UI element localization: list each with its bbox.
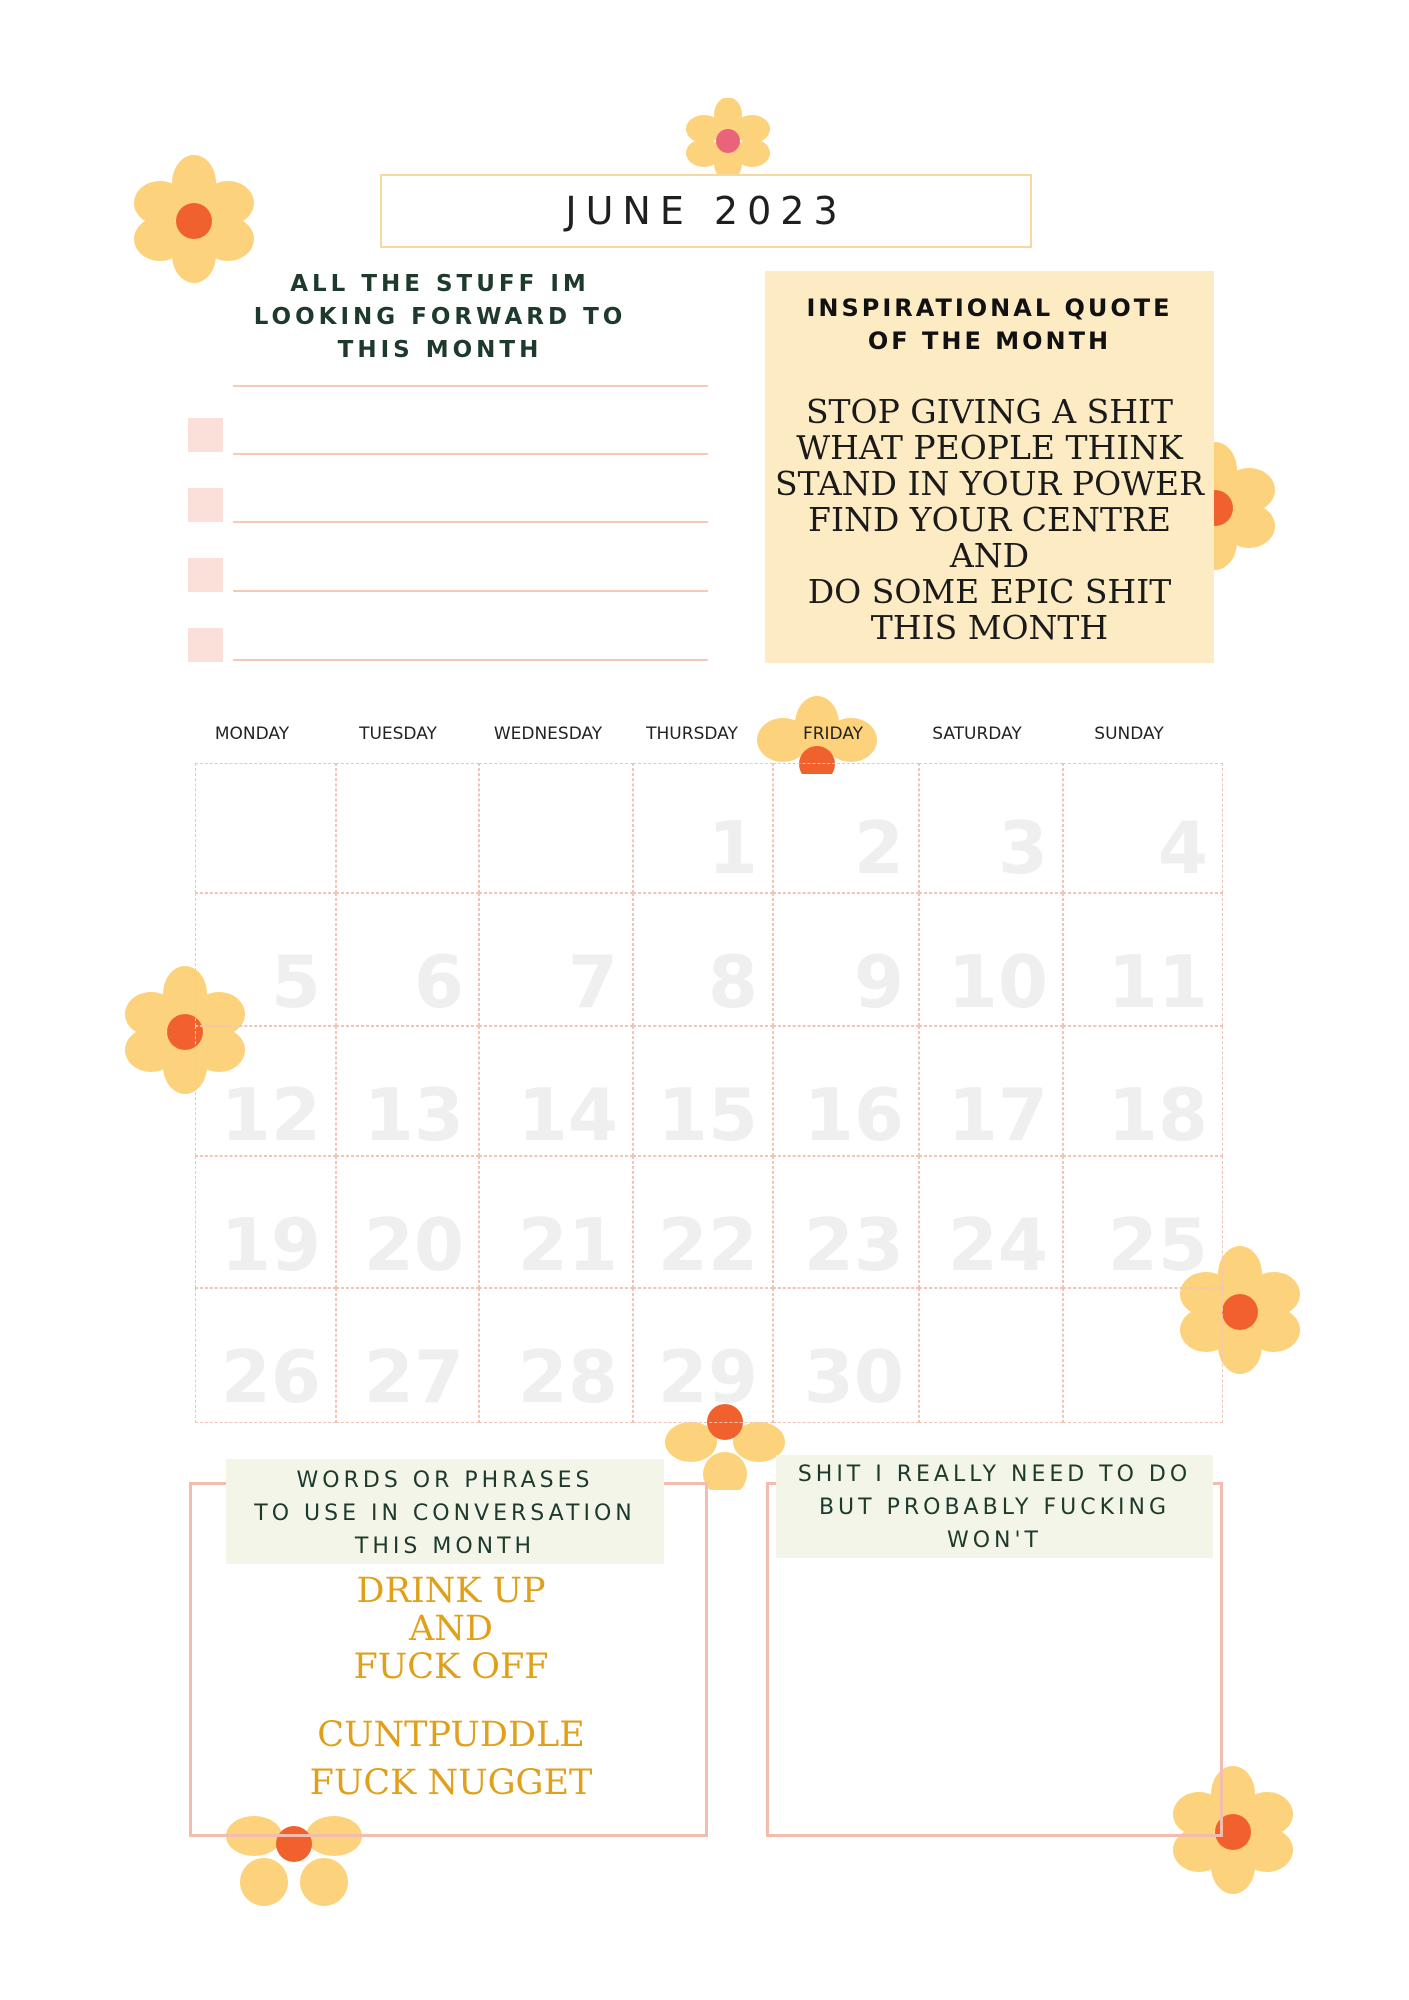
calendar-cell[interactable] [336, 1156, 479, 1288]
date-number: 29 [657, 1335, 758, 1419]
calendar-cell[interactable] [195, 893, 336, 1026]
heading-line: LOOKING FORWARD TO [253, 304, 627, 330]
phrase-line: CUNTPUDDLE [317, 1715, 585, 1755]
todo-label [776, 1458, 1213, 1557]
writing-line[interactable] [233, 385, 708, 387]
calendar-cell[interactable] [633, 1288, 773, 1423]
checkbox[interactable] [188, 418, 223, 452]
date-number: 8 [707, 940, 758, 1024]
date-number: 1 [707, 806, 758, 890]
calendar-cell[interactable] [1063, 1156, 1223, 1288]
quote-heading [765, 292, 1214, 358]
label-line: WORDS OR PHRASES [296, 1468, 594, 1493]
calendar-cell[interactable] [336, 763, 479, 893]
date-number: 27 [363, 1335, 464, 1419]
quote-line: FIND YOUR CENTRE [808, 500, 1171, 539]
calendar-cell[interactable] [336, 893, 479, 1026]
calendar-cell[interactable] [195, 1026, 336, 1156]
label-line: THIS MONTH [354, 1534, 536, 1559]
day-label-wednesday: WEDNESDAY [493, 724, 603, 744]
looking-forward-heading [230, 268, 650, 367]
calendar-cell[interactable] [195, 1156, 336, 1288]
calendar-cell[interactable] [919, 1026, 1063, 1156]
calendar-cell[interactable] [773, 1288, 919, 1423]
date-number: 3 [997, 806, 1048, 890]
calendar-cell[interactable] [479, 1156, 633, 1288]
date-number: 10 [947, 940, 1048, 1024]
date-number: 13 [363, 1073, 464, 1157]
phrase-line: DRINK UP [356, 1571, 546, 1611]
date-number: 16 [803, 1073, 904, 1157]
date-number: 22 [657, 1203, 758, 1287]
calendar-cell[interactable] [479, 763, 633, 893]
date-number: 15 [657, 1073, 758, 1157]
day-label-saturday: SATURDAY [932, 724, 1022, 744]
date-number: 7 [567, 940, 618, 1024]
date-number: 11 [1107, 940, 1208, 1024]
quote-line: THIS MONTH [870, 608, 1109, 647]
title-box [380, 174, 1032, 248]
phrase-line: FUCK OFF [353, 1647, 549, 1687]
calendar-cell[interactable] [479, 1026, 633, 1156]
calendar-cell[interactable] [633, 1156, 773, 1288]
calendar-cell[interactable] [1063, 893, 1223, 1026]
date-number: 21 [517, 1203, 618, 1287]
writing-line[interactable] [233, 453, 708, 455]
calendar-cell[interactable] [919, 1288, 1063, 1423]
words-text [226, 1572, 676, 1802]
phrase-line: AND [409, 1609, 493, 1649]
checkbox[interactable] [188, 558, 223, 592]
date-number: 25 [1107, 1203, 1208, 1287]
date-number: 12 [220, 1073, 321, 1157]
date-number: 23 [803, 1203, 904, 1287]
day-label-sunday: SUNDAY [1094, 724, 1164, 744]
calendar-cell[interactable] [1063, 763, 1223, 893]
quote-line: DO SOME EPIC SHIT [807, 572, 1172, 611]
writing-line[interactable] [233, 590, 708, 592]
words-label [226, 1464, 664, 1563]
date-number: 28 [517, 1335, 618, 1419]
day-label-monday: MONDAY [214, 724, 290, 744]
calendar-grid [195, 763, 1223, 1423]
heading-line: ALL THE STUFF IM [290, 271, 590, 297]
quote-line: STAND IN YOUR POWER [775, 464, 1204, 503]
calendar-cell[interactable] [1063, 1288, 1223, 1423]
date-number: 2 [853, 806, 904, 890]
day-label-thursday: THURSDAY [646, 724, 738, 744]
quote-line: AND [949, 536, 1030, 575]
quote-text [765, 394, 1214, 646]
calendar-cell[interactable] [773, 1026, 919, 1156]
label-line: BUT PROBABLY FUCKING [818, 1495, 1171, 1520]
calendar-cell[interactable] [919, 763, 1063, 893]
date-number: 24 [947, 1203, 1048, 1287]
day-label-friday: FRIDAY [802, 724, 864, 744]
calendar-cell[interactable] [195, 1288, 336, 1423]
date-number: 19 [220, 1203, 321, 1287]
calendar-cell[interactable] [336, 1026, 479, 1156]
date-number: 30 [803, 1335, 904, 1419]
calendar-cell[interactable] [773, 893, 919, 1026]
calendar-cell[interactable] [479, 1288, 633, 1423]
phrase-line: FUCK NUGGET [309, 1763, 593, 1803]
calendar-cell[interactable] [195, 763, 336, 893]
heading-line: THIS MONTH [337, 337, 543, 363]
writing-line[interactable] [233, 659, 708, 661]
calendar-cell[interactable] [633, 893, 773, 1026]
calendar-cell[interactable] [1063, 1026, 1223, 1156]
checkbox[interactable] [188, 488, 223, 522]
checkbox[interactable] [188, 628, 223, 662]
calendar-cell[interactable] [919, 893, 1063, 1026]
date-number: 6 [413, 940, 464, 1024]
heading-line: OF THE MONTH [867, 327, 1112, 355]
writing-line[interactable] [233, 521, 708, 523]
calendar-cell[interactable] [773, 763, 919, 893]
page-title: JUNE 2023 [565, 189, 847, 233]
quote-line: WHAT PEOPLE THINK [796, 428, 1183, 467]
calendar-cell[interactable] [919, 1156, 1063, 1288]
heading-line: INSPIRATIONAL QUOTE [806, 294, 1173, 322]
date-number: 9 [853, 940, 904, 1024]
date-number: 20 [363, 1203, 464, 1287]
date-number: 18 [1107, 1073, 1208, 1157]
calendar-cell[interactable] [633, 763, 773, 893]
date-number: 14 [517, 1073, 618, 1157]
label-line: TO USE IN CONVERSATION [254, 1501, 636, 1526]
label-line: WON'T [946, 1528, 1042, 1553]
date-number: 5 [270, 940, 321, 1024]
calendar-cell[interactable] [773, 1156, 919, 1288]
flower-icon [684, 98, 772, 180]
calendar-cell[interactable] [336, 1288, 479, 1423]
date-number: 17 [947, 1073, 1048, 1157]
date-number: 4 [1157, 806, 1208, 890]
day-label-tuesday: TUESDAY [359, 724, 437, 744]
label-line: SHIT I REALLY NEED TO DO [797, 1462, 1192, 1487]
date-number: 26 [220, 1335, 321, 1419]
calendar-cell[interactable] [479, 893, 633, 1026]
quote-line: STOP GIVING A SHIT [805, 392, 1174, 431]
calendar-cell[interactable] [633, 1026, 773, 1156]
